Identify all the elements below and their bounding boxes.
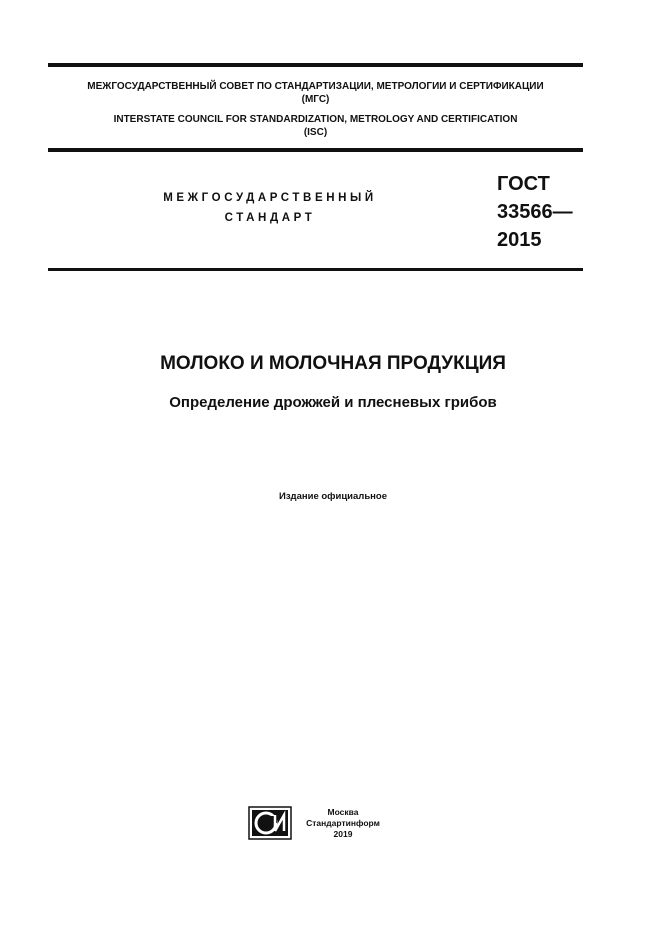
standard-kind-line1: МЕЖГОСУДАРСТВЕННЫЙ	[163, 192, 377, 204]
standard-kind	[120, 188, 420, 228]
council-name-ru	[48, 80, 583, 106]
publisher-name: Стандартинформ	[306, 817, 380, 828]
standartinform-logo-icon	[248, 806, 292, 840]
edition-label: Издание официальное	[279, 491, 387, 502]
publisher-city: Москва	[327, 806, 359, 817]
council-name-en	[48, 113, 583, 139]
publisher-block	[248, 806, 388, 840]
standard-kind-line2: СТАНДАРТ	[224, 212, 316, 224]
top-rule	[48, 63, 583, 67]
standard-designation	[497, 170, 573, 254]
publisher-year: 2019	[333, 828, 353, 839]
bottom-rule	[48, 268, 583, 271]
publisher-text	[298, 807, 388, 840]
council-en-line1: INTERSTATE COUNCIL FOR STANDARDIZATION, METROLOGY AND CERTIFICATION	[113, 114, 518, 125]
designation-number: 33566—	[497, 201, 573, 223]
middle-rule	[48, 148, 583, 152]
document-subtitle: Определение дрожжей и плесневых грибов	[169, 394, 497, 411]
council-en-line2: (ISC)	[303, 127, 328, 138]
council-ru-line1: МЕЖГОСУДАРСТВЕННЫЙ СОВЕТ ПО СТАНДАРТИЗАЦИИ, МЕТРОЛОГИИ И СЕРТИФИКАЦИИ	[87, 81, 544, 92]
document-title: МОЛОКО И МОЛОЧНАЯ ПРОДУКЦИЯ	[160, 353, 506, 374]
designation-year: 2015	[497, 229, 542, 251]
designation-prefix: ГОСТ	[497, 173, 550, 195]
council-ru-line2: (МГС)	[301, 94, 330, 105]
